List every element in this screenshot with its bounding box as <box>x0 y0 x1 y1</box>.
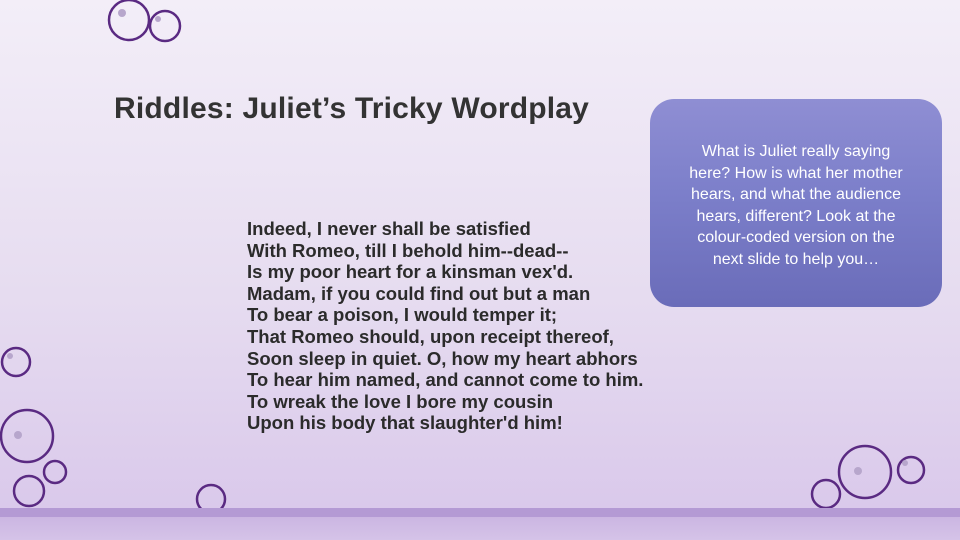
quote-line: To bear a poison, I would temper it; <box>247 304 558 326</box>
decor-circle <box>109 0 149 40</box>
quote-line: With Romeo, till I behold him--dead-- <box>247 239 569 261</box>
callout-line: next slide to help you… <box>712 250 880 268</box>
decor-dot <box>854 467 862 475</box>
decor-dot <box>118 9 126 17</box>
quote-text <box>247 218 643 434</box>
bottom-band <box>0 517 960 540</box>
decor-dot <box>155 16 161 22</box>
decor-circle <box>2 348 30 376</box>
quote-line: Indeed, I never shall be satisfied <box>247 218 531 239</box>
question-callout <box>650 99 942 307</box>
decor-dot <box>902 460 908 466</box>
decor-circle <box>150 11 180 41</box>
quote-line: Madam, if you could find out but a man <box>247 282 591 304</box>
quote-line: Upon his body that slaughter'd him! <box>247 412 563 434</box>
decor-circle <box>44 461 66 483</box>
quote-line: Soon sleep in quiet. O, how my heart abhors <box>247 347 638 369</box>
bottom-stripe <box>0 508 960 517</box>
slide-title: Riddles: Juliet’s Tricky Wordplay <box>114 92 590 125</box>
quote-line: Is my poor heart for a kinsman vex'd. <box>247 261 574 283</box>
decor-circle <box>812 480 840 508</box>
quote-line: That Romeo should, upon receipt thereof, <box>247 325 614 347</box>
decor-circle <box>1 410 53 462</box>
decor-dot <box>7 353 13 359</box>
quote-line: To hear him named, and cannot come to him. <box>247 369 644 391</box>
callout-line: What is Juliet really saying <box>701 143 891 160</box>
decor-circle <box>898 457 924 483</box>
decor-circle <box>14 476 44 506</box>
callout-line: hears, and what the audience <box>691 186 901 204</box>
quote-line: To wreak the love I bore my cousin <box>247 390 554 412</box>
callout-line: here? How is what her mother <box>689 164 903 182</box>
decor-dot <box>14 431 22 439</box>
callout-line: hears, different? Look at the <box>696 207 896 225</box>
callout-line: colour-coded version on the <box>697 229 895 247</box>
decor-circle <box>839 446 891 498</box>
